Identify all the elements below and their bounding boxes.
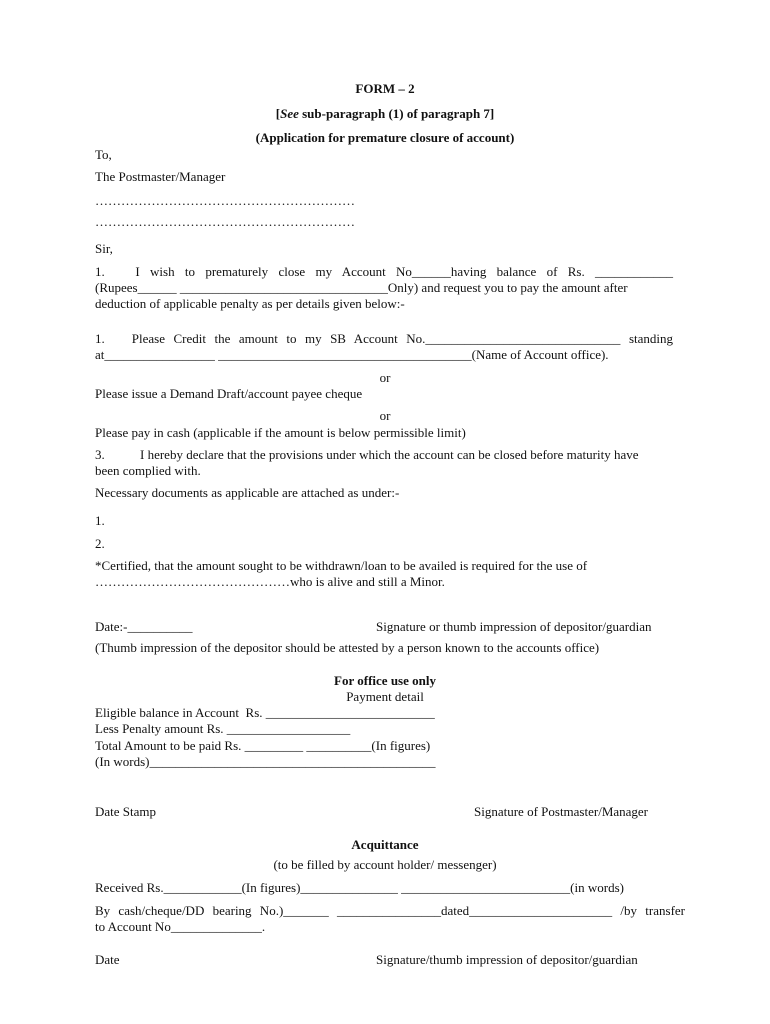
- credit-word: the amount to my SB Account No.______________________________: [214, 331, 621, 346]
- final-signature-label: Signature/thumb impression of depositor/guardian: [376, 952, 638, 967]
- cash-option: Please pay in cash (applicable if the amount is below permissible limit): [95, 425, 466, 440]
- form-title: (Application for premature closure of account): [255, 130, 515, 145]
- payment-detail-label: Payment detail: [346, 689, 424, 704]
- para1-line2: (Rupees______ ________________________________Only) and request you to pay the amount after: [95, 280, 628, 295]
- para1-word: I: [135, 264, 140, 279]
- addressee: The Postmaster/Manager: [95, 169, 226, 184]
- bearing-transfer: transfer: [645, 903, 685, 918]
- amount-in-words-field: (In words)____________________________________________: [95, 754, 436, 769]
- eligible-balance-field: Eligible balance in Account Rs. __________________________: [95, 705, 435, 720]
- final-date-label: Date: [95, 952, 120, 967]
- credit-line2: at_________________ _______________________________________(Name of Account office).: [95, 347, 609, 362]
- document-item-2: 2.: [95, 536, 105, 551]
- received-field: Received Rs.____________(In figures)_______________ __________________________(in words): [95, 880, 624, 895]
- certified-line1: *Certified, that the amount sought to be withdrawn/loan to be availed is required for the use of: [95, 558, 588, 573]
- salutation: Sir,: [95, 241, 113, 256]
- certified-line2: ………………………………………who is alive and still a Minor.: [95, 574, 445, 589]
- acquittance-heading: Acquittance: [351, 837, 419, 852]
- para1-word: prematurely: [205, 264, 269, 279]
- thumb-impression-note: (Thumb impression of the depositor should be attested by a person known to the accounts office): [95, 640, 600, 655]
- credit-line1: [95, 331, 673, 347]
- penalty-field: Less Penalty amount Rs. ___________________: [95, 721, 351, 736]
- credit-word: standing: [628, 331, 673, 346]
- see-text: See: [280, 106, 299, 121]
- to-account-field: to Account No______________.: [95, 919, 266, 934]
- or-separator-2: or: [379, 408, 391, 423]
- total-amount-field: Total Amount to be paid Rs. _________ __________(In figures): [95, 738, 431, 753]
- para3-number: 3.: [95, 447, 105, 462]
- address-line-2: ……………………………………………………: [95, 214, 355, 229]
- bearing-field: By cash/cheque/DD bearing No.)_______ ________________dated______________________: [95, 903, 613, 918]
- para1-number: 1.: [95, 264, 105, 279]
- address-line-1: ……………………………………………………: [95, 193, 355, 208]
- form-reference: [See sub-paragraph (1) of paragraph 7]: [275, 106, 495, 121]
- para1-word: close: [278, 264, 306, 279]
- or-separator-1: or: [379, 370, 391, 385]
- para1-word: my Account No______having balance of Rs. ____________: [315, 264, 674, 279]
- credit-number: 1.: [95, 331, 105, 346]
- para1-line3: deduction of applicable penalty as per details given below:-: [95, 296, 405, 311]
- date-field: Date:-__________: [95, 619, 193, 634]
- para1-word: to: [184, 264, 196, 279]
- acquittance-subheading: (to be filled by account holder/ messenger): [273, 857, 497, 872]
- depositor-signature-label: Signature or thumb impression of depositor/guardian: [376, 619, 652, 634]
- para1-word: wish: [150, 264, 175, 279]
- bearing-by: /by: [620, 903, 638, 918]
- para3-line1: I hereby declare that the provisions under which the account can be closed before maturity have: [140, 447, 639, 462]
- credit-word: Credit: [173, 331, 206, 346]
- office-use-heading: For office use only: [334, 673, 436, 688]
- para3-line2: been complied with.: [95, 463, 201, 478]
- document-item-1: 1.: [95, 513, 105, 528]
- date-stamp-label: Date Stamp: [95, 804, 157, 819]
- to-line: To,: [95, 147, 112, 162]
- para1-line1: [95, 264, 673, 280]
- reference-text: sub-paragraph (1) of paragraph 7]: [302, 106, 495, 121]
- postmaster-signature-label: Signature of Postmaster/Manager: [474, 804, 649, 819]
- form-number: FORM – 2: [355, 81, 415, 96]
- credit-word: Please: [131, 331, 165, 346]
- bearing-line: [95, 903, 685, 919]
- documents-heading: Necessary documents as applicable are attached as under:-: [95, 485, 400, 500]
- demand-draft-option: Please issue a Demand Draft/account payee cheque: [95, 386, 363, 401]
